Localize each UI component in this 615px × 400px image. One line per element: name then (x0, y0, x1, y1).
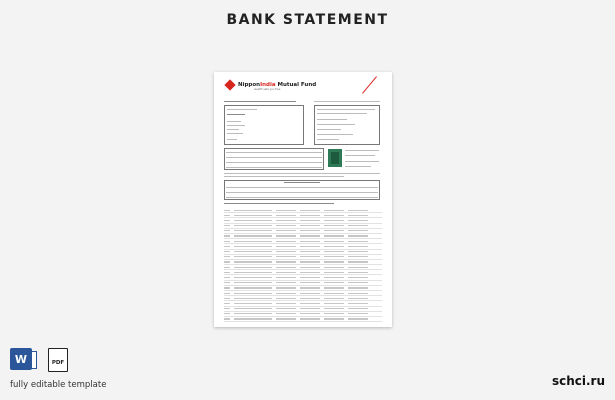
logo-text-india: India (260, 82, 276, 88)
info-line (226, 167, 322, 168)
info-line (317, 113, 367, 114)
info-line (345, 155, 375, 156)
brand-watermark: schci.ru (551, 374, 605, 388)
logo-tagline: wealth sets you free (254, 88, 281, 91)
info-line (224, 203, 334, 204)
info-line (226, 152, 322, 153)
word-file-icon: W (10, 348, 32, 370)
info-line (224, 173, 380, 174)
info-line (226, 162, 322, 163)
decorative-stroke (362, 76, 377, 93)
pdf-file-icon: PDF (48, 348, 68, 372)
table-row (224, 317, 382, 322)
info-line (317, 124, 355, 125)
info-line (317, 109, 375, 110)
info-line (345, 166, 371, 167)
transaction-table (224, 208, 382, 322)
info-line (224, 101, 296, 102)
info-line (317, 119, 347, 120)
info-line (226, 197, 378, 198)
info-line (317, 134, 353, 135)
info-line (227, 133, 243, 134)
info-line (345, 161, 379, 162)
page-title: BANK STATEMENT (226, 12, 389, 28)
info-line (314, 101, 380, 102)
info-line (227, 109, 257, 110)
info-line (317, 129, 341, 130)
qr-code-block (328, 149, 342, 167)
info-line (226, 192, 378, 193)
info-line (227, 114, 245, 115)
logo-text-nippon: Nippon (238, 82, 261, 88)
info-line (227, 129, 239, 130)
info-line (226, 157, 322, 158)
info-line (317, 139, 339, 140)
info-line (345, 150, 379, 151)
format-icons (10, 348, 68, 372)
logo-text-mutual-fund: Mutual Fund (277, 82, 317, 88)
info-line (227, 125, 245, 126)
info-line (227, 121, 241, 122)
statement-document-preview (214, 72, 392, 327)
info-line (224, 176, 344, 177)
info-line (227, 139, 237, 140)
info-line (226, 187, 378, 188)
info-line (284, 182, 320, 183)
template-caption: fully editable template (10, 380, 107, 390)
logo-mark-icon (224, 79, 235, 90)
